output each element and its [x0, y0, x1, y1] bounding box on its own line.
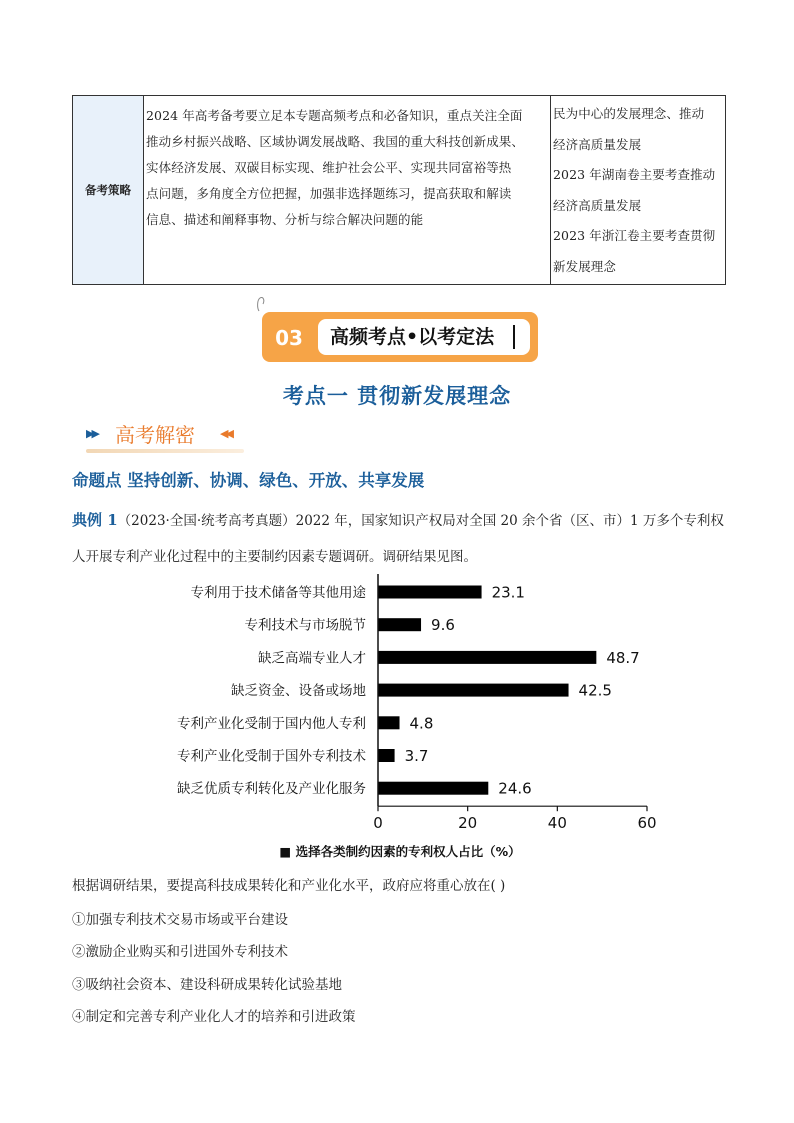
option-2: ②激励企业购买和引进国外专利技术 [72, 944, 288, 960]
double-arrow-left-icon: ◀◀ [220, 427, 231, 440]
bar [378, 586, 482, 599]
secret-text: 高考解密 [115, 423, 195, 447]
strategy-side-line: 2023 年浙江卷主要考查贯彻 [553, 228, 716, 243]
secret-heading [86, 419, 244, 453]
option-3: ③吸纳社会资本、建设科研成果转化试验基地 [72, 977, 342, 993]
point-title: 考点一 贯彻新发展理念 [282, 384, 512, 408]
bar [378, 618, 421, 631]
text-cursor [513, 325, 515, 349]
example-line-2: 人开展专利产业化过程中的主要制约因素专题调研。调研结果见图。 [72, 549, 477, 565]
strategy-heading: 备考策略 [73, 96, 144, 285]
strategy-table [72, 95, 726, 285]
bar [378, 782, 488, 795]
banner-number: 03 [275, 326, 303, 350]
strategy-side-line: 新发展理念 [553, 258, 617, 274]
question-text: 根据调研结果，要提高科技成果转化和产业化水平，政府应将重心放在( ) [72, 878, 506, 894]
value-label: 4.8 [409, 714, 434, 733]
secret-underline [86, 449, 244, 453]
category-label: 专利技术与市场脱节 [244, 617, 366, 634]
category-label: 专利用于技术储备等其他用途 [190, 585, 366, 601]
bar-chart [130, 570, 670, 870]
banner-text: 高频考点•以考定法 [330, 326, 495, 348]
strategy-side-line: 2023 年湖南卷主要考查推动 [553, 167, 716, 182]
value-label: 9.6 [431, 616, 455, 635]
value-label: 24.6 [498, 779, 532, 798]
double-arrow-right-icon: ▶▶ [86, 427, 97, 440]
strategy-side-line: 经济高质量发展 [553, 197, 642, 213]
category-label: 专利产业化受制于国外专利技术 [177, 748, 366, 765]
strategy-body-line: 2024 年高考备考要立足本专题高频考点和必备知识，重点关注全面 [146, 108, 523, 123]
category-label: 缺乏高端专业人才 [258, 650, 366, 667]
example-text: （2023·全国·统考高考真题）2022 年，国家知识产权局对全国 20 余个省（区、市）1 万多个专利权 [117, 513, 724, 529]
category-label: 缺乏优质专利转化及产业化服务 [177, 781, 366, 798]
category-label: 专利产业化受制于国内他人专利 [177, 715, 366, 732]
value-label: 23.1 [491, 583, 525, 602]
category-label: 缺乏资金、设备或场地 [231, 683, 366, 700]
paperclip-icon [256, 296, 266, 312]
x-tick-label: 20 [458, 814, 478, 833]
legend-label: ■ 选择各类制约因素的专利权人占比（%） [279, 844, 521, 860]
value-label: 48.7 [606, 648, 640, 667]
example-label: 典例 1 [72, 511, 118, 529]
x-tick-label: 40 [547, 814, 567, 833]
example-line-1 [72, 504, 724, 538]
bar [378, 716, 400, 729]
strategy-body-line: 点问题，多角度全方位把握，加强非选择题练习，提高获取和解读 [146, 186, 512, 201]
value-label: 42.5 [578, 681, 612, 700]
strategy-body-line: 信息、描述和阐释事物、分析与综合解决问题的能 [146, 212, 424, 227]
section-banner [262, 312, 538, 362]
value-label: 3.7 [404, 747, 429, 765]
strategy-side-line: 民为中心的发展理念、推动 [553, 106, 705, 121]
strategy-body [144, 96, 551, 285]
bar [378, 651, 596, 664]
bar [378, 749, 395, 762]
bar [378, 684, 569, 697]
option-4: ④制定和完善专利产业化人才的培养和引进政策 [72, 1009, 356, 1025]
strategy-body-line: 推动乡村振兴战略、区域协调发展战略、我国的重大科技创新成果、 [146, 134, 525, 149]
subtopic-title: 命题点 坚持创新、协调、绿色、开放、共享发展 [72, 471, 425, 490]
x-tick-label: 0 [373, 814, 383, 833]
strategy-side-line: 经济高质量发展 [553, 136, 642, 152]
banner-box [318, 319, 530, 355]
strategy-body-line: 实体经济发展、双碳目标实现、维护社会公平、实现共同富裕等热 [146, 160, 512, 175]
option-1: ①加强专利技术交易市场或平台建设 [72, 912, 288, 928]
strategy-side [551, 96, 726, 285]
x-tick-label: 60 [637, 814, 657, 833]
